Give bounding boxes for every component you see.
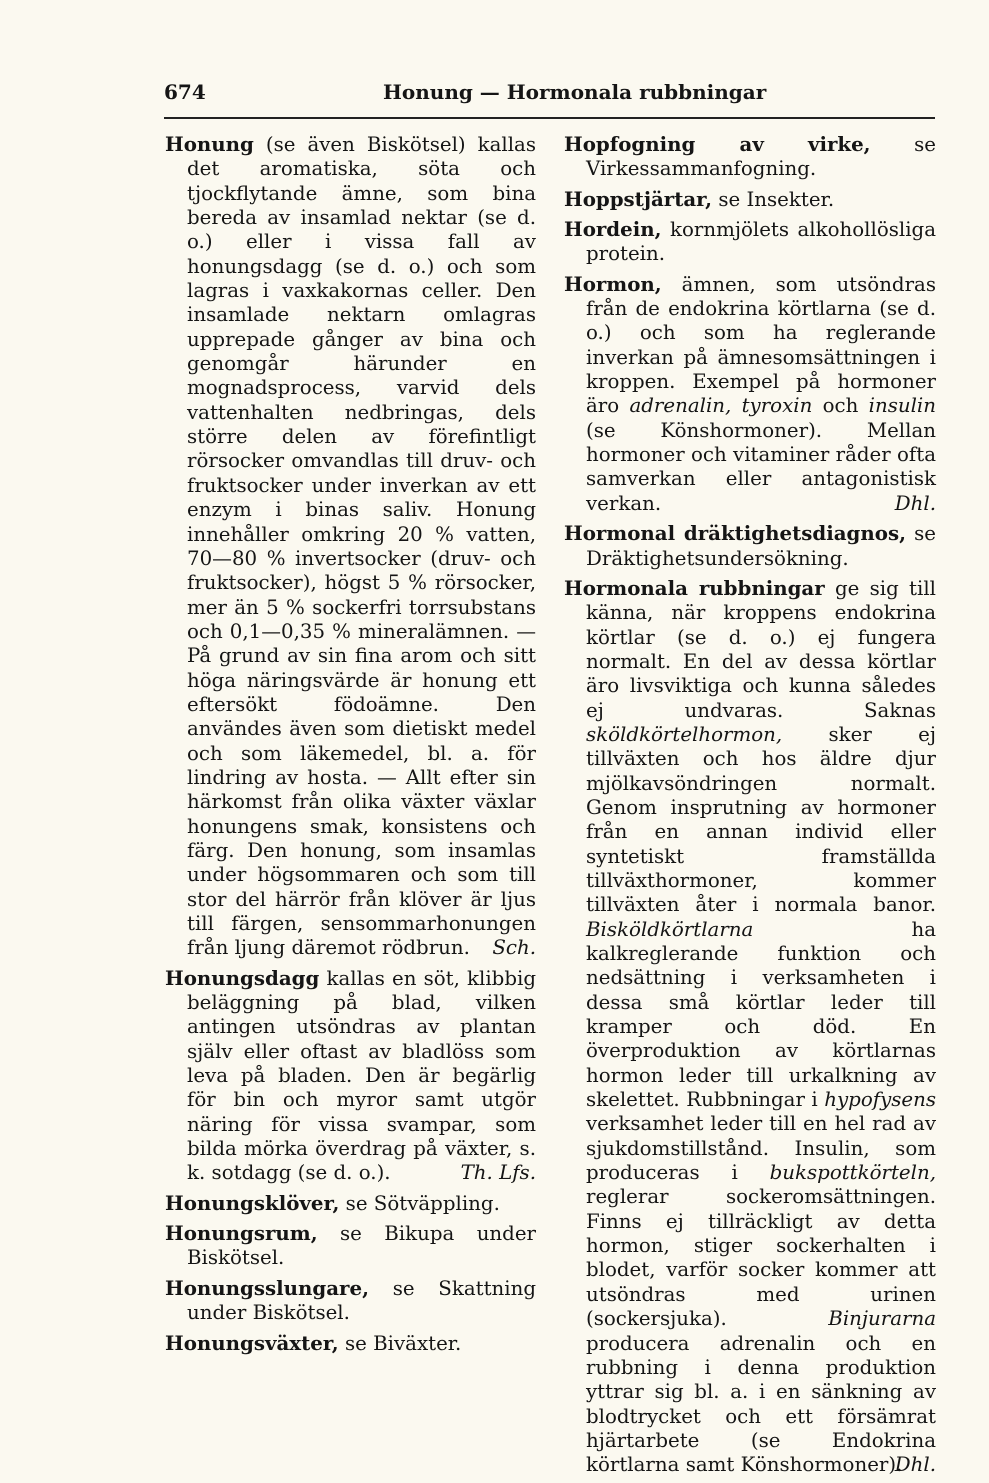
headword: Honungsslungare, [165,1275,369,1300]
entry-italic-text: adrenalin, tyroxin [629,394,813,418]
entry-hormon [564,272,936,516]
entry-hordein [564,217,936,267]
page-number: 674 [164,80,206,104]
author-signature: Dhl. [894,1453,936,1477]
author-signature: Th. Lfs. [460,1161,536,1185]
entry-italic-text: insulin [868,394,936,418]
entry-text: (se även Biskötsel) kallas det aromatiska, söta och tjockflytande ämne, som bina bereda av insamlad nektar (se d. o.) eller i vissa fall av honungsdagg (se d. o.) och som lagras i vaxkakornas celler. Den insamlade nektarn omlagras upprepade gånger av bina och genomgår härunder en mognadsprocess, varvid dels vattenhalten nedbringas, dels större delen av förefintligt rörsocker omvandlas till druv- och fruktsocker under inverkan av ett enzym i binas saliv. Honung innehåller omkring 20 % vatten, 70—80 % invertsocker (druv- och fruktsocker), högst 5 % rörsocker, mer än 5 % sockerfri torrsubstans och 0,1—0,35 % mineralämnen. — På grund av sin fina arom och sitt höga näringsvärde är honung ett eftersökt födoämne. Den användes även som dietiskt medel och som läkemedel, bl. a. för lindring av hosta. — Allt efter sin härkomst från olika växter växlar honungens smak, konsistens och färg. Den honung, som insamlas under högsommaren och som till stor del härrör från klöver är ljus till färgen, sensommarhonungen från ljung däremot rödbrun. [187,133,536,960]
entry-hormonal-draktighetsdiagnos [564,521,936,571]
author-signature: Dhl. [894,491,936,515]
entry-text: reglerar sockeromsättningen. Finns ej tillräckligt av detta hormon, stiger sockerhalten i blodet, varför socker kommer att utsöndras med urinen (sockersjuka). [586,1185,936,1331]
entry-honungsvaxter [165,1331,536,1356]
entry-hopfogning [564,132,936,182]
headword: Hormonal dräktighetsdiagnos, [564,521,906,546]
entry-text: se Sötväppling. [339,1191,500,1215]
entry-text: ämnen, som utsöndras från de endokrina körtlarna (se d. o.) och som ha reglerande inverkan på ämnesomsättningen i kroppen. Exempel på hormoner äro [586,272,936,418]
entry-text: se Virkessammanfogning. [586,133,936,181]
running-header [164,80,935,112]
entry-honungsslungare [165,1276,536,1326]
entry-text: se Biväxter. [338,1331,462,1355]
entry-honungsklover [165,1191,536,1216]
entry-text: kallas en söt, klibbig beläggning på blad, vilken antingen utsöndras av plantan själv eller oftast av bladlöss som leva på bladen. Den är begärlig för bin och myror samt utgör näring för vissa svampar, som bilda mörka överdrag på växter, s. k. sotdagg (se d. o.). [187,966,536,1185]
entry-italic-text: Binjurarna [828,1307,936,1331]
entry-honungsdagg [165,966,536,1186]
entry-honung [165,132,536,961]
entry-italic-text: Bisköldkörtlarna [586,917,754,941]
entry-text: och [812,394,869,418]
entry-text: verksamhet leder till en hel rad av sjukdomstillstånd. Insulin, som produceras i [586,1112,936,1185]
entry-italic-text: bukspottkörteln, [769,1161,936,1185]
entry-text: sker ej tillväxten och hos äldre djur mjölkavsöndringen normalt. Genom insprutning av hormoner från en annan individ eller syntetiskt framställda tillväxthormoner, kommer tillväxten åter i normala banor. [586,722,936,917]
entry-italic-text: hypofysens [824,1088,936,1112]
right-column [564,132,936,1483]
author-signature: Sch. [492,936,536,960]
entry-text: se Insekter. [712,187,835,211]
entry-italic-text: sköldkörtelhormon, [586,722,783,746]
headword: Hordein, [564,217,662,242]
entry-text: se Skattning under Biskötsel. [187,1276,536,1325]
headword: Honungsväxter, [165,1330,339,1355]
left-column [165,132,536,1361]
entry-text: (se Könshormoner). Mellan hormoner och vitaminer råder ofta samverkan eller antagonistisk verkan. [586,418,936,515]
entry-text: se Bikupa under Biskötsel. [187,1222,536,1270]
headword: Honungsrum, [165,1221,318,1246]
headword: Hoppstjärtar, [564,186,713,211]
entry-hoppstjartar [564,187,936,212]
entry-hormonala-rubbningar [564,576,936,1478]
entry-text: kornmjölets alkohollösliga protein. [586,218,936,266]
entry-honungsrum [165,1221,536,1271]
entry-text: ge sig till känna, när kroppens endokrina körtlar (se d. o.) ej fungera normalt. En del av dessa körtlar äro livsviktiga och kunna således ej undvaras. Saknas [586,576,936,722]
headword: Honung [165,132,254,156]
headword: Honungsklöver, [165,1190,340,1215]
entry-text: producera adrenalin och en rubbning i denna produktion yttrar sig bl. a. i en sänkning av blodtrycket och ett försämrat hjärtarbete (se Endokrina körtlarna samt Könshormoner). [586,1331,936,1477]
running-title: Honung — Hormonala rubbningar [383,80,767,104]
headword: Hopfogning av virke, [564,132,871,156]
headword: Hormonala rubbningar [564,575,825,600]
headword: Honungsdagg [165,965,320,990]
entry-text: se Dräktighetsundersökning. [586,522,936,570]
header-rule [164,117,935,119]
headword: Hormon, [564,271,662,296]
entry-text: ha kalkreglerande funktion och nedsättning i verksamheten i dessa små körtlar leder till kramper och död. En överproduktion av körtlarnas hormon leder till urkalkning av skelettet. Rubbningar i [586,917,936,1112]
